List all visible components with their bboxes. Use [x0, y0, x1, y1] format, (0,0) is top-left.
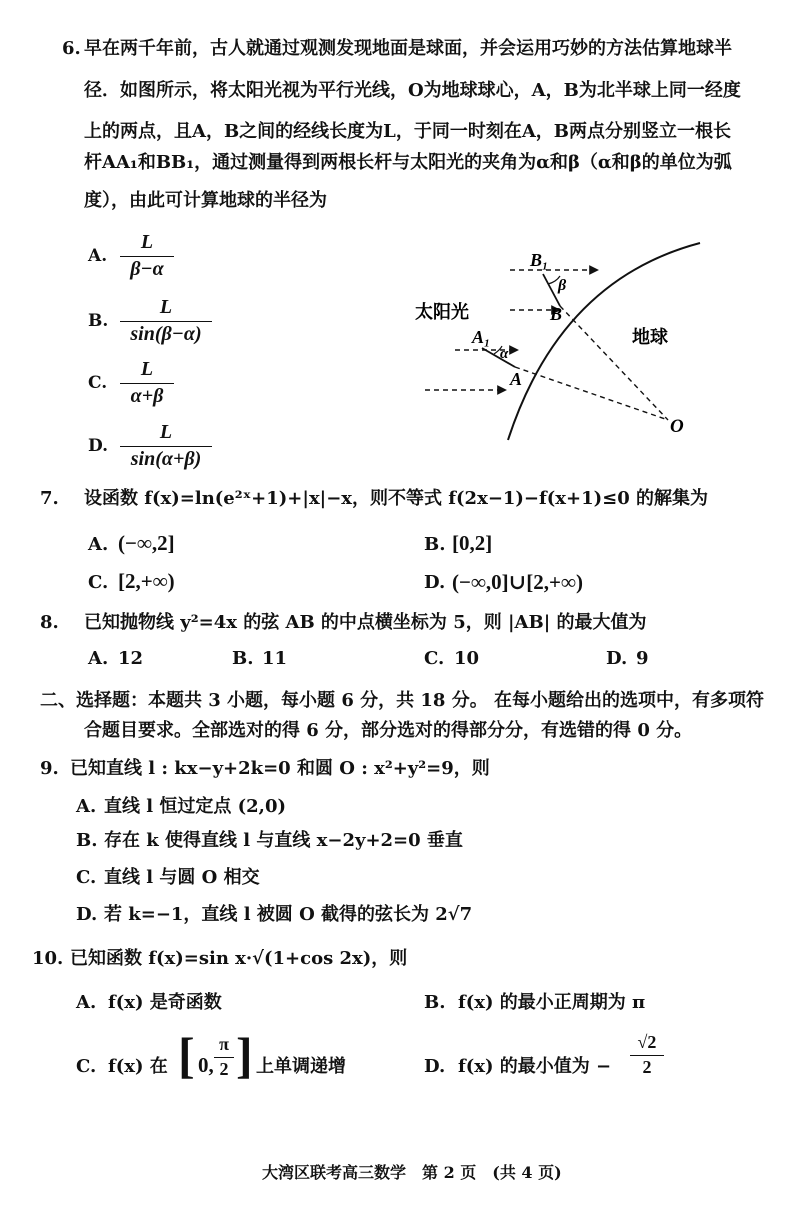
q10-option-c-close-bracket: ]: [236, 1027, 253, 1083]
section-2-heading: 二、选择题：本题共 3 小题，每小题 6 分，共 18 分。 在每小题给出的选项中，有多项符: [40, 690, 764, 711]
q8-option-a-letter: A.: [88, 648, 109, 669]
label-a: A: [510, 369, 523, 389]
q10-option-c-open-bracket: [: [178, 1027, 195, 1083]
q6-option-b-fraction: [120, 296, 212, 346]
q6-option-c-letter: C.: [88, 373, 108, 393]
label-beta: β: [558, 277, 567, 294]
q7-option-b-text: [0,2]: [452, 531, 493, 555]
q6-option-b-numerator: L: [159, 296, 173, 318]
q6-line-4: 杆AA₁和BB₁，通过测量得到两根长杆与太阳光的夹角为α和β（α和β的单位为弧: [84, 152, 732, 173]
q8-option-c-text: 10: [454, 648, 480, 669]
q7-stem: 设函数 f(x)=ln(e²ˣ+1)+|x|−x，则不等式 f(2x−1)−f(x+1)≤0 的解集为: [84, 488, 709, 509]
q6-option-a-numerator: L: [140, 231, 154, 253]
label-b: B: [550, 304, 563, 324]
label-a1: A₁: [472, 327, 491, 347]
q10-option-c-lower-bound: 0,: [198, 1053, 214, 1077]
q10-option-c-two: 2: [219, 1059, 229, 1079]
q6-option-a-letter: A.: [88, 246, 108, 266]
q6-line-3: 上的两点，且A，B之间的经线长度为L，于同一时刻在A，B两点分别竖立一根长: [84, 121, 732, 142]
q10-option-d-fraction: [630, 1032, 664, 1078]
q10-option-d-root: √2: [637, 1032, 657, 1052]
earth-sunlight-figure: [410, 240, 710, 455]
q7-option-c-letter: C.: [88, 572, 109, 593]
q10-number: 10.: [32, 948, 64, 969]
q6-option-d-letter: D.: [88, 436, 109, 456]
q6-option-c-numerator: L: [140, 358, 154, 380]
q7-option-b-letter: B.: [424, 534, 446, 555]
q6-number: 6.: [62, 38, 81, 59]
q8-number: 8.: [40, 612, 59, 633]
q6-line-1: 早在两千年前，古人就通过观测发现地面是球面，并会运用巧妙的方法估算地球半: [84, 38, 732, 59]
q9-option-c-text: 直线 l 与圆 O 相交: [104, 867, 260, 888]
radius-ob: [560, 306, 668, 420]
q9-option-b-letter: B.: [76, 830, 98, 851]
q9-stem: 已知直线 l : kx−y+2k=0 和圆 O : x²+y²=9，则: [70, 758, 490, 779]
label-earth: 地球: [632, 327, 668, 348]
q7-option-a-text: (−∞,2]: [118, 531, 175, 555]
q8-option-d-text: 9: [636, 648, 649, 669]
q6-line-2: 径．如图所示，将太阳光视为平行光线，O为地球球心，A，B为北半球上同一经度: [84, 80, 741, 101]
q10-option-b-letter: B.: [424, 992, 446, 1013]
q8-option-d-letter: D.: [606, 648, 628, 669]
q10-stem: 已知函数 f(x)=sin x·√(1+cos 2x)，则: [70, 948, 408, 969]
q10-option-a-letter: A.: [76, 992, 97, 1013]
q8-option-b-letter: B.: [232, 648, 254, 669]
q9-option-d-text: 若 k=−1，直线 l 被圆 O 截得的弦长为 2√7: [104, 904, 473, 925]
q10-option-c-pi: π: [219, 1034, 229, 1054]
label-sunlight: 太阳光: [415, 302, 469, 323]
radius-oa: [515, 367, 668, 420]
q8-stem: 已知抛物线 y²=4x 的弦 AB 的中点横坐标为 5，则 |AB| 的最大值为: [84, 612, 647, 633]
q6-option-c-fraction: [120, 358, 174, 408]
q6-line-5: 度），由此可计算地球的半径为: [84, 190, 327, 211]
label-b1: B₁: [530, 250, 549, 270]
q10-option-c-fraction: [214, 1034, 234, 1080]
label-alpha: α: [500, 346, 509, 362]
q10-option-c-suffix: 上单调递增: [256, 1056, 346, 1077]
q10-option-a-text: f(x) 是奇函数: [108, 992, 222, 1013]
q9-option-d-letter: D.: [76, 904, 98, 925]
q9-option-b-text: 存在 k 使得直线 l 与直线 x−2y+2=0 垂直: [104, 830, 463, 851]
label-o: O: [670, 416, 684, 437]
q6-option-c-denominator: α+β: [130, 385, 164, 407]
q7-number: 7.: [40, 488, 59, 509]
q9-number: 9.: [40, 758, 59, 779]
q6-option-d-fraction: [120, 421, 212, 471]
q6-option-a-fraction: [120, 231, 174, 281]
q6-option-b-letter: B.: [88, 311, 109, 331]
q6-option-d-denominator: sin(α+β): [130, 448, 202, 470]
q10-option-b-text: f(x) 的最小正周期为 π: [458, 992, 646, 1013]
q8-option-b-text: 11: [262, 648, 288, 669]
q10-option-c-letter: C.: [76, 1056, 97, 1077]
q10-option-d-denominator: 2: [642, 1057, 652, 1077]
q9-option-a-letter: A.: [76, 796, 97, 817]
q10-option-d-letter: D.: [424, 1056, 446, 1077]
q6-option-b-denominator: sin(β−α): [130, 323, 202, 345]
q7-option-a-letter: A.: [88, 534, 109, 555]
q7-option-d-text: (−∞,0]∪[2,+∞): [452, 570, 583, 594]
page-footer: 大湾区联考高三数学 第 2 页 (共 4 页): [262, 1163, 562, 1182]
q7-option-c-text: [2,+∞): [118, 569, 175, 593]
q7-option-d-letter: D.: [424, 572, 446, 593]
q8-option-a-text: 12: [118, 648, 144, 669]
q6-option-a-denominator: β−α: [130, 258, 164, 280]
q9-option-c-letter: C.: [76, 867, 97, 888]
section-2-instructions: 合题目要求。全部选对的得 6 分，部分选对的得部分分，有选错的得 0 分。: [84, 720, 693, 741]
q6-option-d-numerator: L: [159, 421, 173, 443]
earth-surface-arc: [508, 243, 700, 440]
q10-option-c-prefix: f(x) 在: [108, 1056, 168, 1077]
q8-option-c-letter: C.: [424, 648, 445, 669]
q9-option-a-text: 直线 l 恒过定点 (2,0): [104, 796, 286, 817]
q10-option-d-prefix: f(x) 的最小值为 −: [458, 1056, 612, 1077]
